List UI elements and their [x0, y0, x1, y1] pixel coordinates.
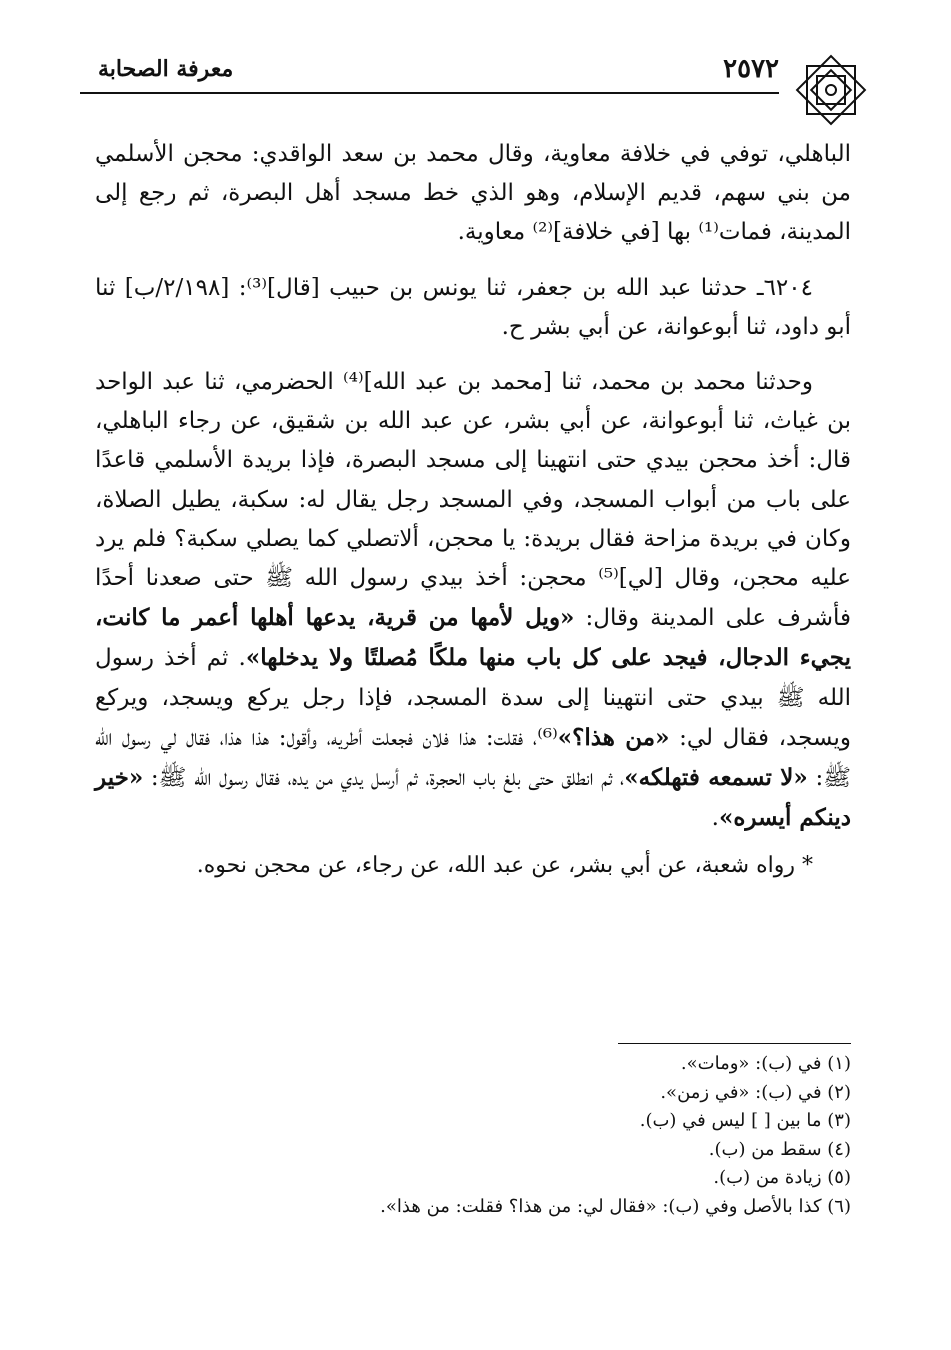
- footnote-item: (٥) زيادة من (ب).: [713, 1167, 851, 1188]
- main-text: [95, 135, 851, 886]
- footnote-item: (٦) كذا بالأصل وفي (ب): «فقال لي: من هذا؟ فقلت: من هذا».: [380, 1195, 851, 1217]
- footnote-item: (٤) سقط من (ب).: [708, 1138, 851, 1160]
- hadith-quote: «من هذا؟»: [557, 723, 670, 751]
- footnote-item: (٣) ما بين [ ] ليس في (ب).: [639, 1110, 851, 1131]
- page-header: [80, 50, 871, 110]
- paragraph-hadith-number: ٦٢٠٤ـ حدثنا عبد الله بن جعفر، ثنا يونس بن حبيب [قال]⁽³⁾: [٢/١٩٨/ب] ثنا أبو داود، ثنا أبوعوانة، عن أبي بشر ح.: [95, 274, 851, 340]
- footnotes: [300, 1050, 851, 1221]
- narration-note: * رواه شعبة، عن أبي بشر، عن عبد الله، عن رجاء، عن محجن نحوه.: [196, 853, 813, 879]
- header-rule: [80, 92, 779, 94]
- hadith-quote: «لا تسمعه فتهلكه»: [624, 764, 808, 792]
- hadith-text-part: ⁽⁶⁾، فقلت: هذا فلان فجعلت أطريه، وأقول: هذا هذا، فقال لي رسول الله ﷺ:: [95, 724, 851, 792]
- footnote-item: (٢) في (ب): «في زمن».: [660, 1081, 851, 1103]
- paragraph-hadith-text: [95, 363, 851, 838]
- hadith-quote: «ويل لأمها من قرية، يدعها أهلها أعمر ما كانت، يجيء الدجال، فيجد على كل باب منها ملكًا مُصلتًا ولا يدخلها»: [95, 604, 851, 672]
- paragraph-intro: الباهلي، توفي في خلافة معاوية، وقال محمد بن سعد الواقدي: محجن الأسلمي من بني سهم، قديم الإسلام، وهو الذي خط مسجد أهل البصرة، ثم رجع إلى المدينة، فمات⁽¹⁾ بها [في خلافة]⁽²⁾ معاوية.: [95, 141, 851, 246]
- hadith-quote: «خير دينكم أيسره»: [95, 764, 851, 832]
- hadith-text-part: .: [711, 805, 719, 832]
- star-ornament-icon: [791, 50, 871, 130]
- footnote-rule: [618, 1043, 851, 1044]
- hadith-text-part: وحدثنا محمد بن محمد، ثنا [محمد بن عبد الله]⁽⁴⁾ الحضرمي، ثنا عبد الواحد بن غياث، ثنا أبوعوانة، عن أبي بشر، عن عبد الله بن شقيق، عن رجاء الباهلي، قال: أخذ محجن بيدي حتى انتهينا إلى مسجد البصرة، فإذا بريدة الأسلمي قاعدًا على باب من أبواب المسجد، وفي المسجد رجل يقال له: سكبة، يطيل الصلاة، وكان في بريدة مزاحة فقال بريدة: يا محجن، ألاتصلي كما يصلي سكبة؟ فلم يرد عليه محجن، وقال [لي]⁽⁵⁾ محجن: أخذ بيدي رسول الله ﷺ حتى صعدنا أحدًا فأشرف على المدينة وقال:: [95, 369, 851, 632]
- hadith-text-part: ، ثم انطلق حتى بلغ باب الحجرة، ثم أرسل يدي من يده، فقال رسول الله ﷺ:: [143, 765, 625, 792]
- page-number: ٢٥٧٢: [723, 54, 779, 84]
- hadith-text-part: . ثم أخذ رسول الله ﷺ بيدي حتى انتهينا إلى سدة المسجد، فإذا رجل يركع ويسجد، ويركع ويسجد، فقال لي:: [95, 645, 852, 751]
- footnote-item: (١) في (ب): «ومات».: [680, 1053, 851, 1074]
- running-title: معرفة الصحابة: [98, 56, 234, 82]
